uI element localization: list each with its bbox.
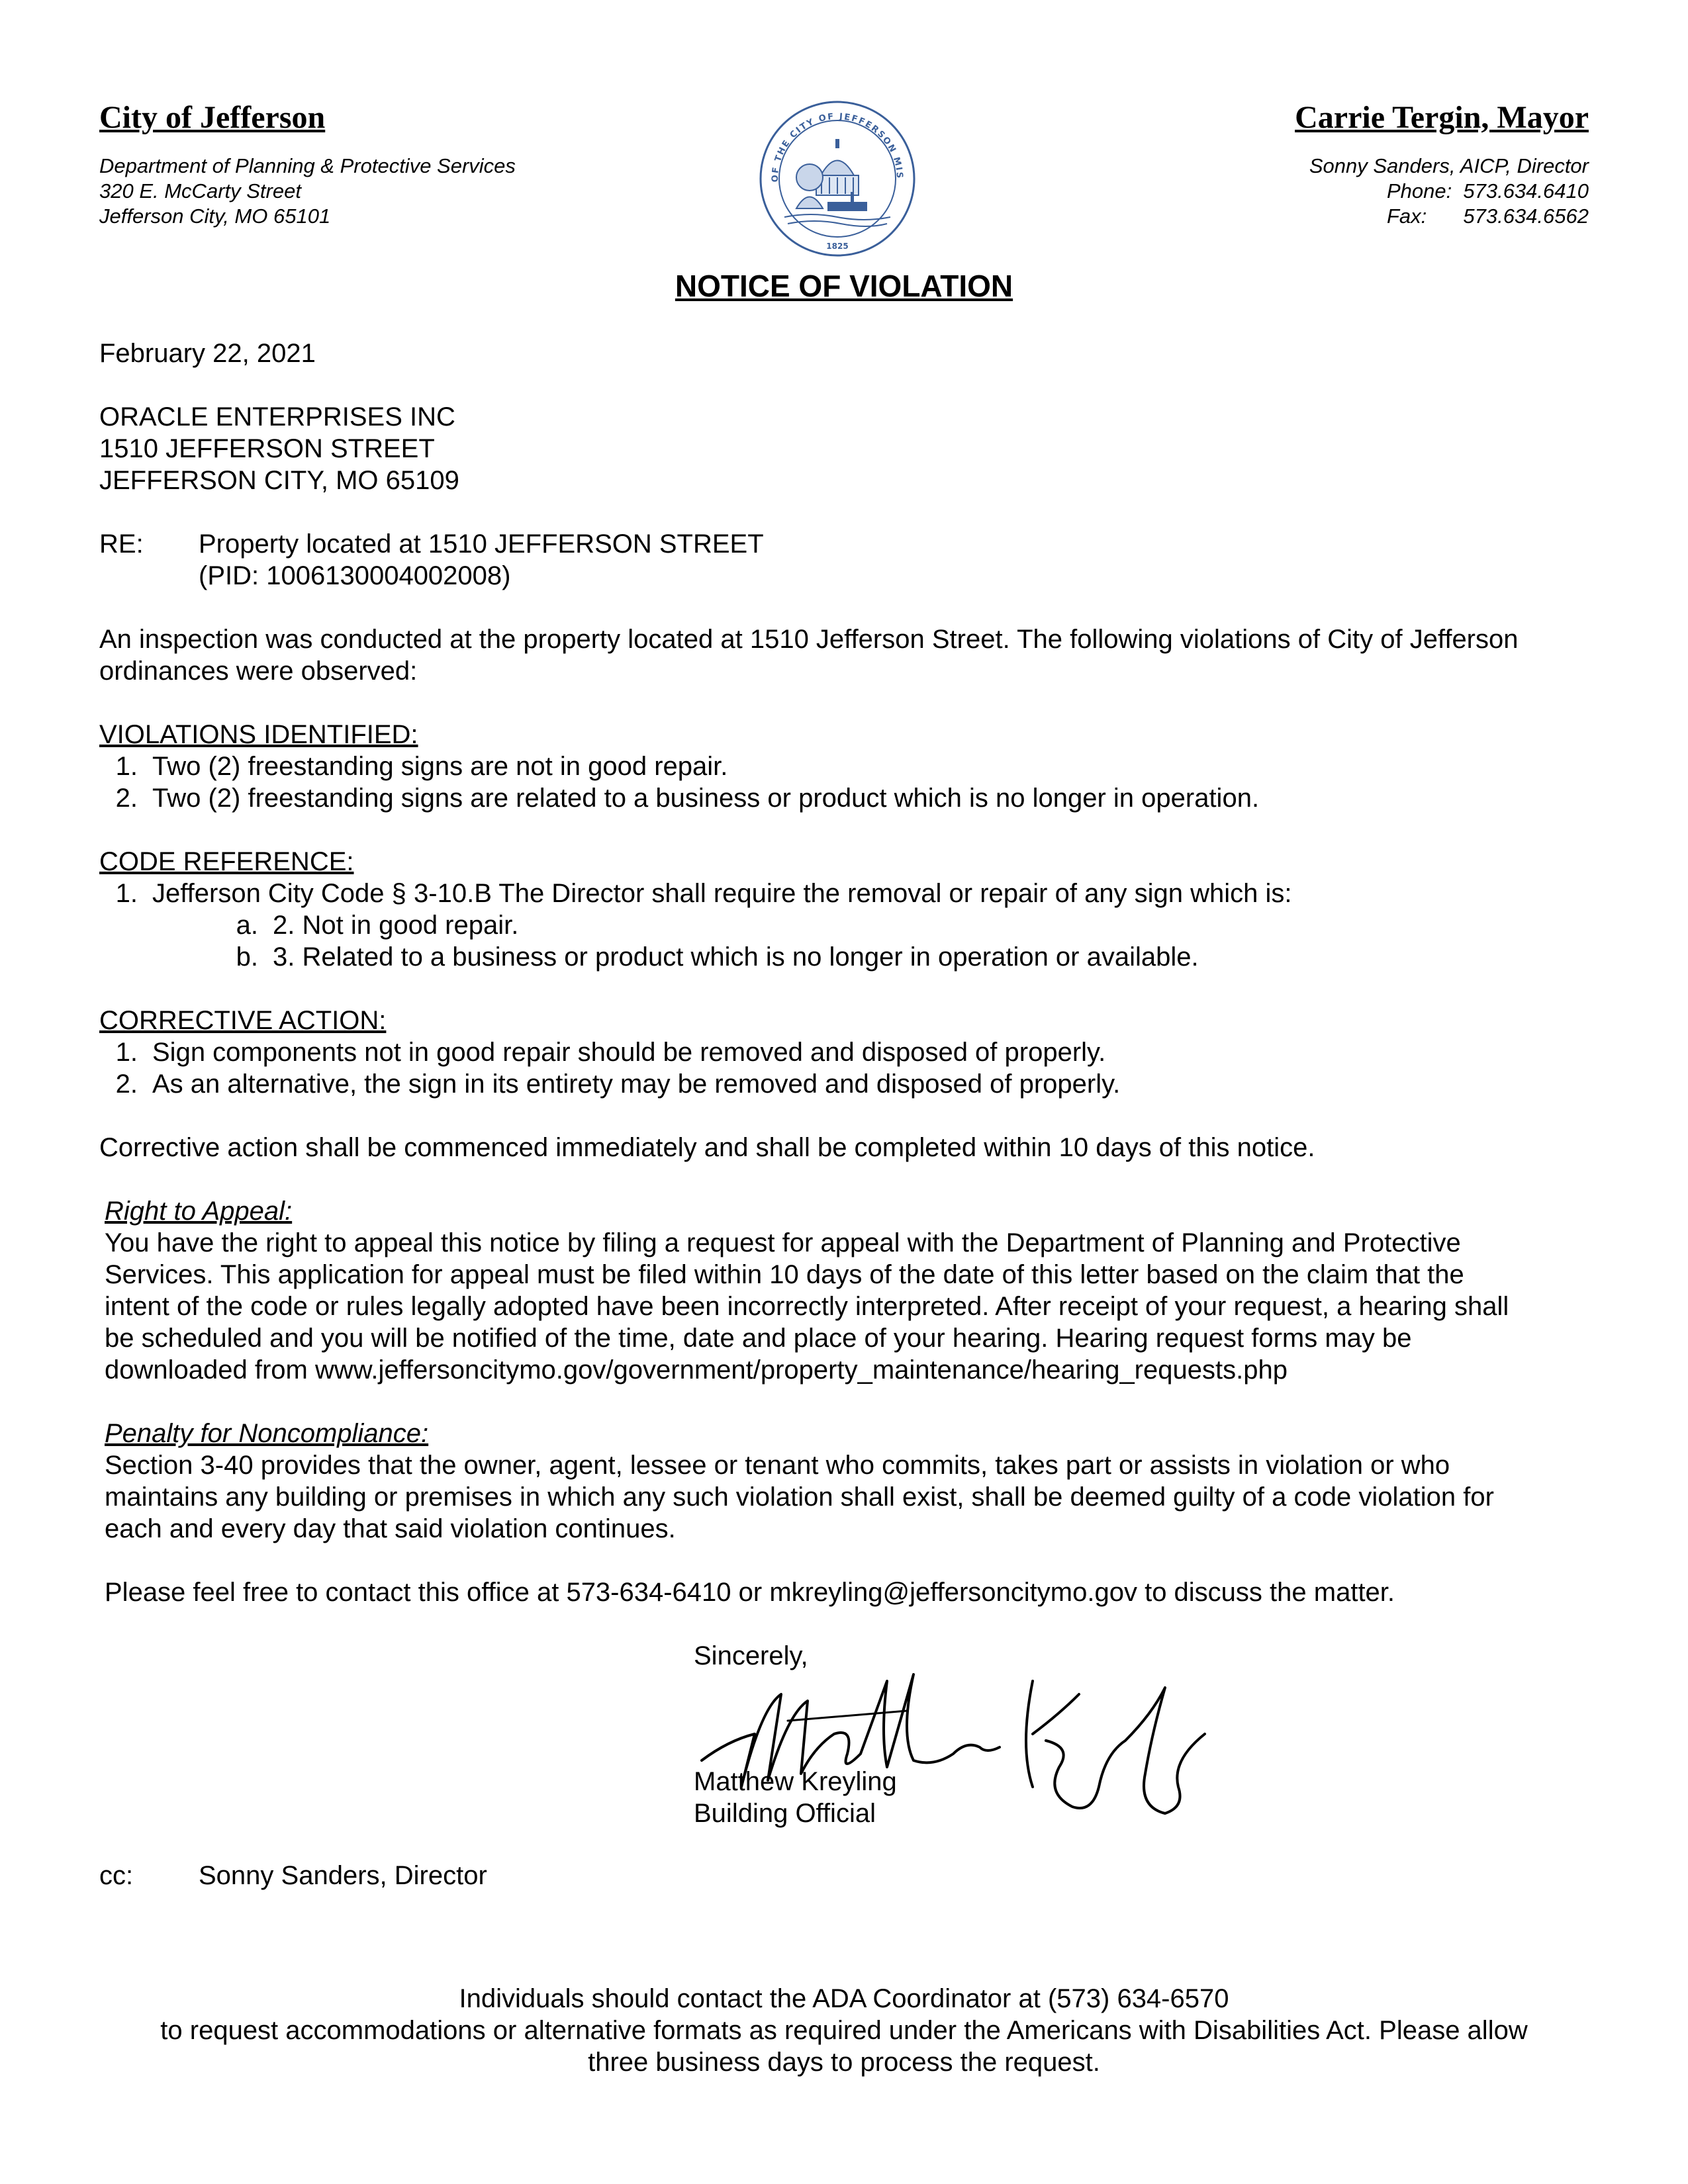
ada-footer-line: three business days to process the request.	[588, 2048, 1100, 2077]
city-name: City of Jefferson	[99, 100, 326, 135]
appeal-heading: Right to Appeal:	[105, 1197, 293, 1226]
re-block	[199, 528, 764, 592]
department-name: Department of Planning & Protective Services	[99, 154, 516, 177]
department-street: 320 E. McCarty Street	[99, 179, 301, 203]
code-reference-heading: CODE REFERENCE:	[99, 847, 354, 876]
code-reference-item: 1. Jefferson City Code § 3-10.B The Director shall require the removal or repair of any sign which is:	[115, 879, 1292, 908]
phone-label: Phone:	[1387, 179, 1452, 203]
violations-section	[99, 719, 1595, 814]
re-property: Property located at 1510 JEFFERSON STREET	[199, 529, 764, 559]
code-reference-subitem: b. 3. Related to a business or product which is no longer in operation or available.	[236, 942, 1199, 972]
cc-label: cc:	[99, 1861, 134, 1890]
department-city: Jefferson City, MO 65101	[99, 205, 331, 228]
ada-footer	[0, 1983, 1688, 2078]
appeal-line: be scheduled and you will be notified of the time, date and place of your hearing. Hearing request forms may be	[105, 1324, 1412, 1353]
director-name: Sonny Sanders, AICP, Director	[1309, 154, 1589, 177]
corrective-deadline: Corrective action shall be commenced immediately and shall be completed within 10 days of this notice.	[99, 1133, 1315, 1162]
ada-footer-line: Individuals should contact the ADA Coordinator at (573) 634-6570	[459, 1984, 1229, 2013]
appeal-line: intent of the code or rules legally adopted have been incorrectly interpreted. After receipt of your request, a hearing shall	[105, 1292, 1509, 1321]
corrective-item: 1. Sign components not in good repair should be removed and disposed of properly.	[115, 1038, 1106, 1067]
city-seal-icon	[758, 99, 917, 258]
penalty-line: Section 3-40 provides that the owner, agent, lessee or tenant who commits, takes part or assists in violation or who	[105, 1451, 1450, 1480]
mayor-name: Carrie Tergin, Mayor	[1295, 100, 1589, 135]
code-reference-subitem: a. 2. Not in good repair.	[236, 911, 519, 940]
appeal-line: downloaded from www.jeffersoncitymo.gov/government/property_maintenance/hearing_requests.php	[105, 1355, 1288, 1385]
signer-title: Building Official	[694, 1799, 876, 1828]
recipient-city: JEFFERSON CITY, MO 65109	[99, 466, 459, 495]
violation-item: 1. Two (2) freestanding signs are not in good repair.	[115, 752, 728, 781]
code-reference-section	[99, 846, 1595, 973]
violations-heading: VIOLATIONS IDENTIFIED:	[99, 720, 418, 749]
contact-paragraph: Please feel free to contact this office at 573-634-6410 or mkreyling@jeffersoncitymo.gov to discuss the matter.	[105, 1578, 1395, 1607]
recipient-street: 1510 JEFFERSON STREET	[99, 434, 435, 463]
closing-salutation: Sincerely,	[694, 1641, 808, 1670]
recipient-name: ORACLE ENTERPRISES INC	[99, 402, 455, 432]
corrective-section	[99, 1005, 1595, 1100]
letter-date: February 22, 2021	[99, 339, 316, 368]
appeal-line: You have the right to appeal this notice by filing a request for appeal with the Department of Planning and Protective	[105, 1228, 1461, 1257]
re-pid: (PID: 1006130004002008)	[199, 561, 511, 590]
letterhead-address	[99, 154, 516, 229]
phone-number: 573.634.6410	[1463, 179, 1589, 203]
fax-label: Fax:	[1387, 205, 1427, 228]
re-label: RE:	[99, 529, 144, 559]
cc-name: Sonny Sanders, Director	[199, 1861, 487, 1890]
signer-name: Matthew Kreyling	[694, 1767, 897, 1796]
violation-item: 2. Two (2) freestanding signs are related to a business or product which is no longer in operation.	[115, 784, 1260, 813]
penalty-line: each and every day that said violation continues.	[105, 1514, 676, 1543]
corrective-item: 2. As an alternative, the sign in its entirety may be removed and disposed of properly.	[115, 1069, 1121, 1099]
appeal-section	[105, 1195, 1601, 1386]
city-seal	[758, 99, 917, 258]
penalty-heading: Penalty for Noncompliance:	[105, 1419, 429, 1448]
director-contact	[1244, 154, 1589, 229]
intro-paragraph: An inspection was conducted at the property located at 1510 Jefferson Street. The following violations of City of Jefferson ordinances were observed:	[99, 625, 1519, 686]
signer-block	[694, 1766, 897, 1829]
recipient-address	[99, 401, 459, 496]
seal-year: 1825	[826, 242, 849, 251]
fax-row	[1244, 204, 1589, 229]
ada-footer-line: to request accommodations or alternative formats as required under the Americans with Disabilities Act. Please allow	[160, 2016, 1528, 2045]
penalty-line: maintains any building or premises in which any such violation shall exist, shall be deemed guilty of a code violation for	[105, 1482, 1494, 1512]
page-title: NOTICE OF VIOLATION	[675, 269, 1013, 303]
fax-number: 573.634.6562	[1463, 205, 1589, 228]
phone-row	[1244, 179, 1589, 204]
appeal-line: Services. This application for appeal must be filed within 10 days of the date of this letter based on the claim that the	[105, 1260, 1464, 1289]
penalty-section	[105, 1418, 1601, 1545]
seal-text: OF THE CITY OF JEFFERSON MIS	[770, 111, 905, 183]
corrective-heading: CORRECTIVE ACTION:	[99, 1006, 387, 1035]
